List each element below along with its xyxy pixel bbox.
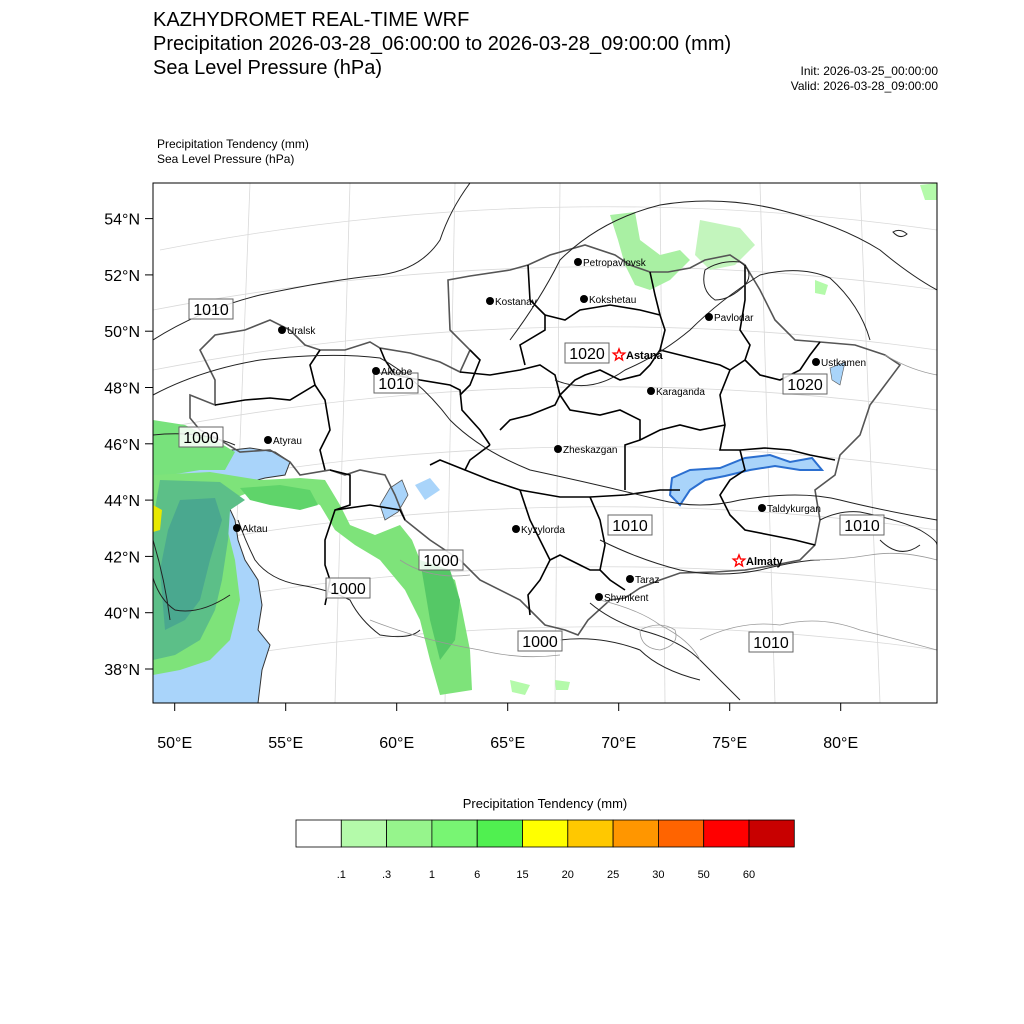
city-dot-icon	[705, 313, 713, 321]
valid-time: Valid: 2026-03-28_09:00:00	[790, 79, 938, 93]
field-label-precip: Precipitation Tendency (mm)	[157, 137, 309, 151]
colorbar-swatch	[523, 820, 568, 847]
init-time: Init: 2026-03-25_00:00:00	[800, 64, 938, 78]
city-label: Taraz	[635, 575, 660, 586]
colorbar-title: Precipitation Tendency (mm)	[462, 796, 628, 811]
city-label: Atyrau	[273, 436, 302, 447]
colorbar-label: 60	[742, 869, 756, 881]
colorbar-swatch	[704, 820, 749, 847]
city-label: Karaganda	[656, 387, 705, 398]
lat-tick-label: 46°N	[104, 436, 140, 454]
city-label: Kostanay	[495, 297, 537, 308]
city-label: Zheskazgan	[563, 445, 618, 456]
city-label: Almaty	[746, 556, 783, 568]
city-dot-icon	[812, 358, 820, 366]
lat-tick-label: 50°N	[104, 324, 140, 342]
city-dot-icon	[278, 326, 286, 334]
lat-tick-label: 44°N	[104, 493, 140, 511]
lat-tick-label: 38°N	[104, 662, 140, 679]
city-dot-icon	[647, 387, 655, 395]
city-label: Taldykurgan	[767, 504, 821, 515]
longitude-axis	[157, 703, 858, 752]
lon-tick-label: 70°E	[601, 735, 637, 752]
field-label-slp: Sea Level Pressure (hPa)	[157, 152, 295, 166]
pressure-label: 1020	[569, 346, 605, 363]
city-label: Ustkamen	[821, 358, 867, 369]
city-label: Petropavlovsk	[583, 258, 646, 269]
colorbar-label: 15	[516, 869, 529, 881]
lon-tick-label: 75°E	[712, 735, 748, 752]
colorbar-swatch	[658, 820, 703, 847]
city-dot-icon	[264, 436, 272, 444]
lon-tick-label: 55°E	[268, 735, 304, 752]
chart-subtitle-slp: Sea Level Pressure (hPa)	[153, 57, 383, 79]
lat-tick-label: 42°N	[104, 549, 140, 567]
city-dot-icon	[574, 258, 582, 266]
lon-tick-label: 65°E	[490, 735, 526, 752]
city-label: Uralsk	[287, 326, 316, 337]
colorbar-label: 6	[474, 869, 481, 881]
chart-subtitle-precip: Precipitation 2026-03-28_06:00:00 to 2026-03-28_09:00:00 (mm)	[153, 33, 732, 55]
city-dot-icon	[372, 367, 380, 375]
colorbar-label: .1	[336, 869, 346, 881]
colorbar-swatch	[341, 820, 386, 847]
city-dot-icon	[626, 575, 634, 583]
colorbar-swatch	[749, 820, 794, 847]
pressure-label: 1000	[423, 553, 459, 570]
colorbar-label: 1	[428, 869, 435, 881]
colorbar-label: 30	[652, 869, 665, 881]
lat-tick-label: 48°N	[104, 380, 140, 398]
pressure-label: 1020	[787, 377, 823, 394]
lat-tick-label: 40°N	[104, 605, 140, 623]
pressure-label: 1010	[753, 635, 789, 652]
lon-tick-label: 50°E	[157, 735, 193, 752]
colorbar-swatch	[387, 820, 432, 847]
pressure-label: 1000	[522, 634, 558, 651]
colorbar-label: 20	[561, 869, 574, 881]
lat-tick-label: 54°N	[104, 211, 140, 229]
city-dot-icon	[595, 593, 603, 601]
city-dot-icon	[554, 445, 562, 453]
city-label: Pavlodar	[714, 313, 754, 324]
city-label: Aktau	[242, 524, 268, 535]
colorbar-label: 50	[697, 869, 710, 881]
city-dot-icon	[233, 524, 241, 532]
chart-title: KAZHYDROMET REAL-TIME WRF	[153, 9, 470, 31]
colorbar-swatch	[296, 820, 341, 847]
pressure-label: 1000	[330, 581, 366, 598]
city-dot-icon	[758, 504, 766, 512]
city-label: Shymkent	[604, 593, 649, 604]
pressure-label: 1010	[844, 518, 880, 535]
pressure-label: 1000	[183, 430, 219, 447]
colorbar-swatch	[613, 820, 658, 847]
city-label: Astana	[626, 350, 663, 362]
pressure-label: 1010	[378, 376, 414, 393]
colorbar-swatch	[568, 820, 613, 847]
lon-tick-label: 80°E	[823, 735, 859, 752]
city-label: Kokshetau	[589, 295, 637, 306]
colorbar-swatch	[432, 820, 477, 847]
precipitation-colorbar	[296, 820, 794, 881]
city-label: Aktobe	[381, 367, 413, 378]
city-dot-icon	[580, 295, 588, 303]
lon-tick-label: 60°E	[379, 735, 415, 752]
pressure-label: 1010	[193, 302, 229, 319]
pressure-label: 1010	[612, 518, 648, 535]
city-dot-icon	[486, 297, 494, 305]
latitude-axis	[104, 212, 153, 679]
city-dot-icon	[512, 525, 520, 533]
colorbar-label: 25	[606, 869, 620, 881]
city-label: Kyzylorda	[521, 525, 565, 536]
colorbar-swatch	[477, 820, 522, 847]
colorbar-label: .3	[382, 869, 392, 881]
lat-tick-label: 52°N	[104, 267, 140, 285]
